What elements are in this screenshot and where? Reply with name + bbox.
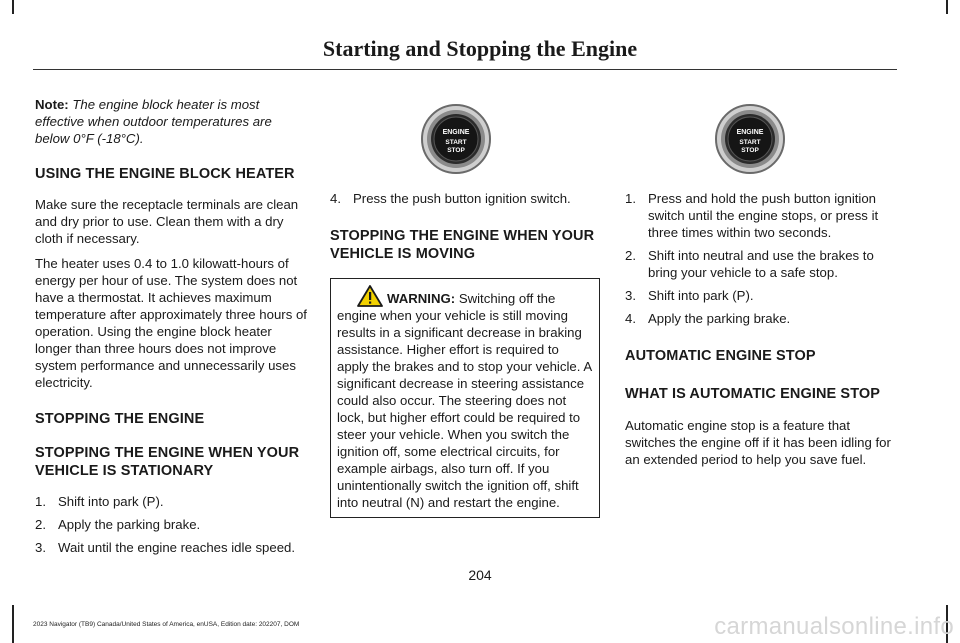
step-number: 4. — [625, 311, 636, 326]
step-text: Wait until the engine reaches idle speed. — [58, 540, 296, 555]
step-number: 4. — [330, 191, 341, 206]
step-number: 3. — [625, 288, 636, 303]
step-number: 2. — [625, 248, 636, 263]
button-label-start: START — [739, 139, 761, 146]
steps-stationary — [35, 493, 307, 556]
heading-using-block-heater: USING THE ENGINE BLOCK HEATER — [35, 166, 295, 182]
list-item — [625, 310, 897, 327]
footer-edition: 2023 Navigator (TB9) Canada/United States of America, enUSA, Edition date: 202207, DOM — [33, 621, 300, 628]
list-item — [35, 516, 307, 533]
heading-what-is-automatic-stop: WHAT IS AUTOMATIC ENGINE STOP — [625, 386, 881, 402]
step-text: Apply the parking brake. — [648, 311, 791, 326]
column-2 — [330, 190, 600, 518]
warning-text: Switching off the engine when your vehicle is still moving results in a significant decrease in braking assistance. Higher effort is required to apply the brakes and to stop your vehicle. A significant decrease in steering assistance could also occur. The steering does not lock, but higher effort could be required to steer your vehicle. When you switch the ignition off, some electrical circuits, for example airbags, also turn off. If you unintentionally switch the ignition off, shift into neutral (N) and restart the engine. — [337, 291, 592, 510]
step-number: 2. — [35, 517, 46, 532]
step-number: 1. — [35, 494, 46, 509]
button-label-start: START — [445, 139, 467, 146]
list-item — [35, 539, 307, 556]
step-text: Shift into neutral and use the brakes to bring your vehicle to a safe stop. — [648, 248, 874, 280]
page-number: 204 — [468, 567, 492, 583]
paragraph-automatic-stop: Automatic engine stop is a feature that switches the engine off if it has been idling for an extended period to help you save fuel. — [625, 418, 891, 467]
button-label-stop: STOP — [447, 147, 465, 154]
steps-continued — [330, 190, 600, 207]
list-item — [330, 190, 600, 207]
step-text: Shift into park (P). — [58, 494, 164, 509]
note-text: The engine block heater is most effective when outdoor temperatures are below 0°F (-18°C). — [35, 97, 272, 146]
page-title: Starting and Stopping the Engine — [322, 36, 638, 61]
warning-box — [330, 278, 600, 518]
warning-triangle-icon — [357, 285, 383, 307]
paragraph-receptacle: Make sure the receptacle terminals are clean and dry prior to use. Clean them with a dry cloth if necessary. — [35, 197, 299, 246]
column-1 — [35, 96, 307, 562]
button-label-stop: STOP — [741, 147, 759, 154]
button-label-engine: ENGINE — [442, 129, 470, 136]
column-3 — [625, 190, 897, 476]
list-item — [625, 287, 897, 304]
step-number: 1. — [625, 191, 636, 206]
note — [35, 96, 307, 147]
warning-label: WARNING: — [387, 291, 456, 306]
step-text: Press and hold the push button ignition switch until the engine stops, or press it three times within two seconds. — [648, 191, 879, 240]
list-item — [625, 190, 897, 241]
step-text: Shift into park (P). — [648, 288, 754, 303]
heading-stopping-stationary: STOPPING THE ENGINE WHEN YOUR VEHICLE IS STATIONARY — [35, 445, 300, 479]
engine-start-stop-button-icon — [714, 103, 786, 175]
header-rule — [33, 69, 897, 70]
step-text: Press the push button ignition switch. — [353, 191, 571, 206]
note-label: Note: — [35, 97, 69, 112]
heading-automatic-engine-stop: AUTOMATIC ENGINE STOP — [625, 348, 816, 364]
crop-mark-bottom-left — [12, 605, 14, 643]
button-label-engine: ENGINE — [736, 129, 764, 136]
list-item — [625, 247, 897, 281]
watermark: carmanualsonline.info — [714, 613, 954, 640]
list-item — [35, 493, 307, 510]
crop-mark-top-right — [946, 0, 948, 14]
steps-moving — [625, 190, 897, 327]
crop-mark-top-left — [12, 0, 14, 14]
paragraph-heater-energy: The heater uses 0.4 to 1.0 kilowatt-hours of energy per hour of use. The system does not have a thermostat. It achieves maximum temperature after approximately three hours of operation. Using the engine block heater longer than three hours does not improve system performance and unnecessarily uses electricity. — [35, 256, 307, 390]
heading-stopping-engine: STOPPING THE ENGINE — [35, 411, 205, 427]
step-number: 3. — [35, 540, 46, 555]
step-text: Apply the parking brake. — [58, 517, 201, 532]
heading-stopping-moving: STOPPING THE ENGINE WHEN YOUR VEHICLE IS MOVING — [330, 228, 595, 262]
engine-start-stop-button-icon — [420, 103, 492, 175]
